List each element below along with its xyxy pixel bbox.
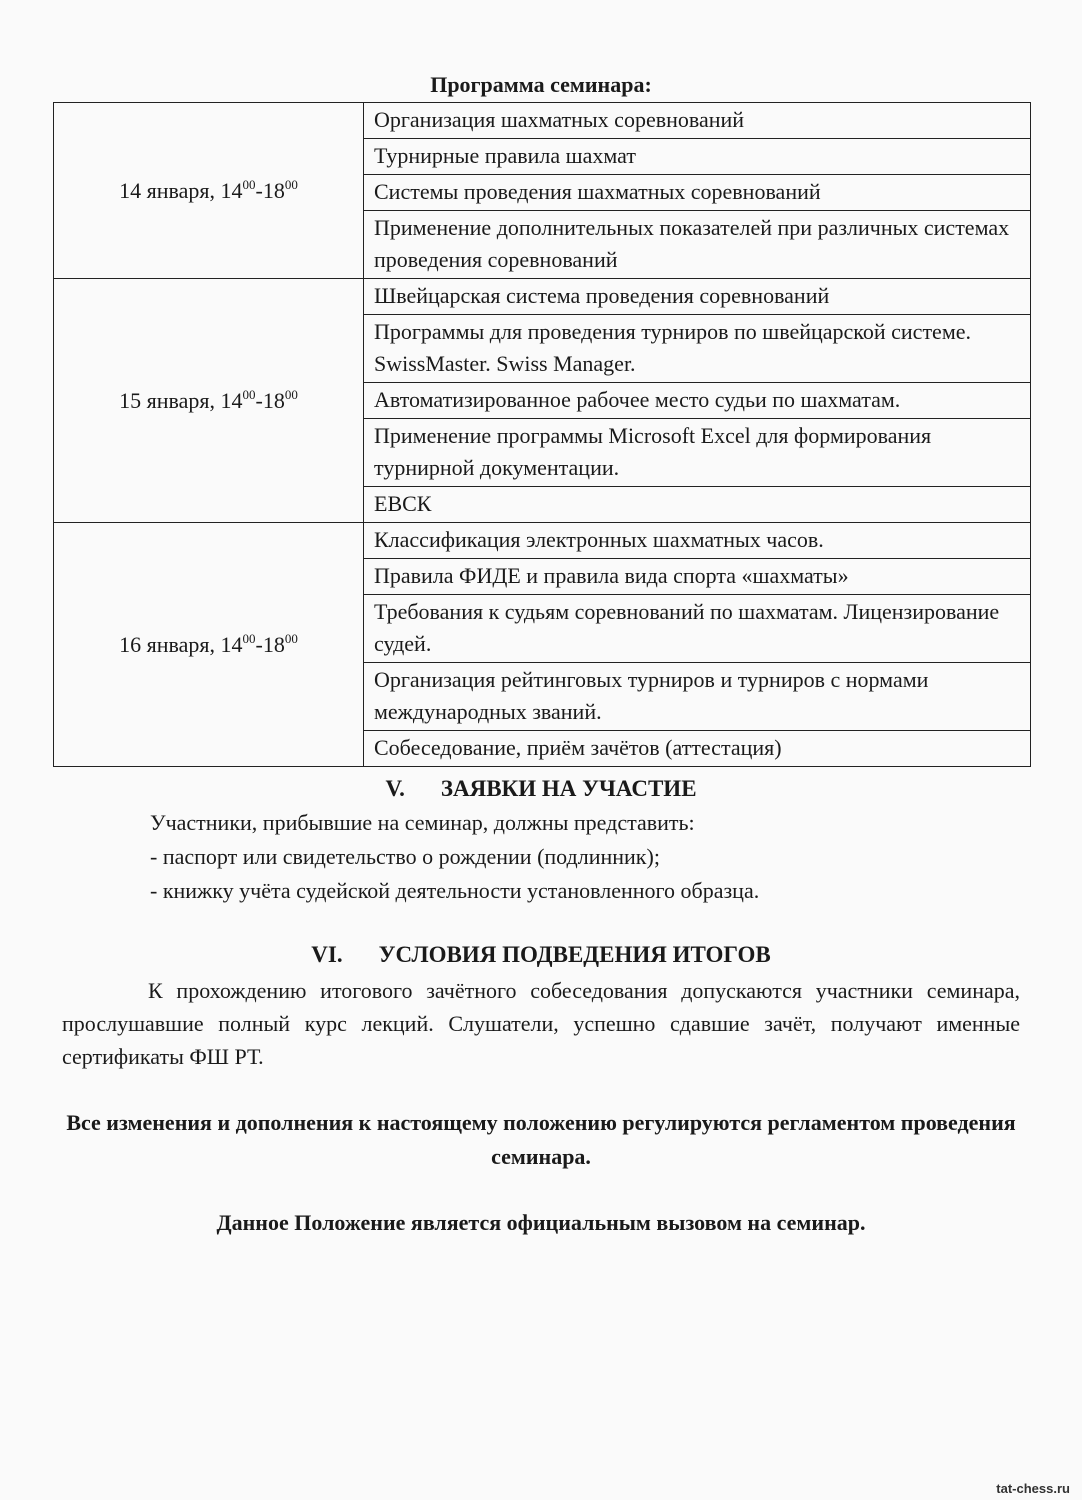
topic-cell: Применение дополнительных показателей при различных системах проведения соревнований bbox=[364, 211, 1031, 279]
changes-note: Все изменения и дополнения к настоящему положению регулируются регламентом проведения семинара. bbox=[66, 1110, 1016, 1169]
topic-cell: Организация рейтинговых турниров и турниров с нормами международных званий. bbox=[364, 663, 1031, 731]
day-date-cell: 14 января, $14^{00}-18^{00}$ bbox=[54, 103, 364, 279]
table-row bbox=[54, 103, 1031, 139]
topic-cell: Классификация электронных шахматных часов. bbox=[364, 523, 1031, 559]
schedule-table bbox=[53, 102, 1031, 767]
section-5-intro: Участники, прибывшие на семинар, должны представить: bbox=[150, 810, 695, 835]
section-6-paragraph: К прохождению итогового зачётного собеседования допускаются участники семинара, прослушавшие полный курс лекций. Слушатели, успешно сдавшие зачёт, получают именные сертификаты ФШ РТ. bbox=[62, 978, 1020, 1069]
official-call-note: Данное Положение является официальным вызовом на семинар. bbox=[216, 1210, 866, 1235]
table-row bbox=[54, 279, 1031, 315]
day-date-cell: 16 января, $14^{00}-18^{00}$ bbox=[54, 523, 364, 767]
section-6-heading bbox=[0, 942, 1082, 968]
section-5-heading bbox=[0, 776, 1082, 802]
section-5-item: - паспорт или свидетельство о рождении (подлинник); bbox=[150, 844, 660, 869]
section-5-title: ЗАЯВКИ НА УЧАСТИЕ bbox=[440, 776, 697, 801]
topic-cell: ЕВСК bbox=[364, 487, 1031, 523]
section-5-item: - книжку учёта судейской деятельности установленного образца. bbox=[150, 878, 760, 903]
program-title: Программа семинара: bbox=[430, 72, 652, 97]
topic-cell: Организация шахматных соревнований bbox=[364, 103, 1031, 139]
section-5-number: V. bbox=[385, 776, 405, 801]
watermark: tat-chess.ru bbox=[996, 1481, 1070, 1496]
topic-cell: Программы для проведения турниров по швейцарской системе. SwissMaster. Swiss Manager. bbox=[364, 315, 1031, 383]
section-6-title: УСЛОВИЯ ПОДВЕДЕНИЯ ИТОГОВ bbox=[378, 942, 771, 967]
topic-cell: Швейцарская система проведения соревнований bbox=[364, 279, 1031, 315]
topic-cell: Собеседование, приём зачётов (аттестация) bbox=[364, 731, 1031, 767]
topic-cell: Правила ФИДЕ и правила вида спорта «шахматы» bbox=[364, 559, 1031, 595]
topic-cell: Применение программы Microsoft Excel для формирования турнирной документации. bbox=[364, 419, 1031, 487]
table-row bbox=[54, 523, 1031, 559]
day-date-cell: 15 января, $14^{00}-18^{00}$ bbox=[54, 279, 364, 523]
section-6-number: VI. bbox=[311, 942, 343, 967]
topic-cell: Автоматизированное рабочее место судьи по шахматам. bbox=[364, 383, 1031, 419]
topic-cell: Системы проведения шахматных соревнований bbox=[364, 175, 1031, 211]
topic-cell: Турнирные правила шахмат bbox=[364, 139, 1031, 175]
topic-cell: Требования к судьям соревнований по шахматам. Лицензирование судей. bbox=[364, 595, 1031, 663]
